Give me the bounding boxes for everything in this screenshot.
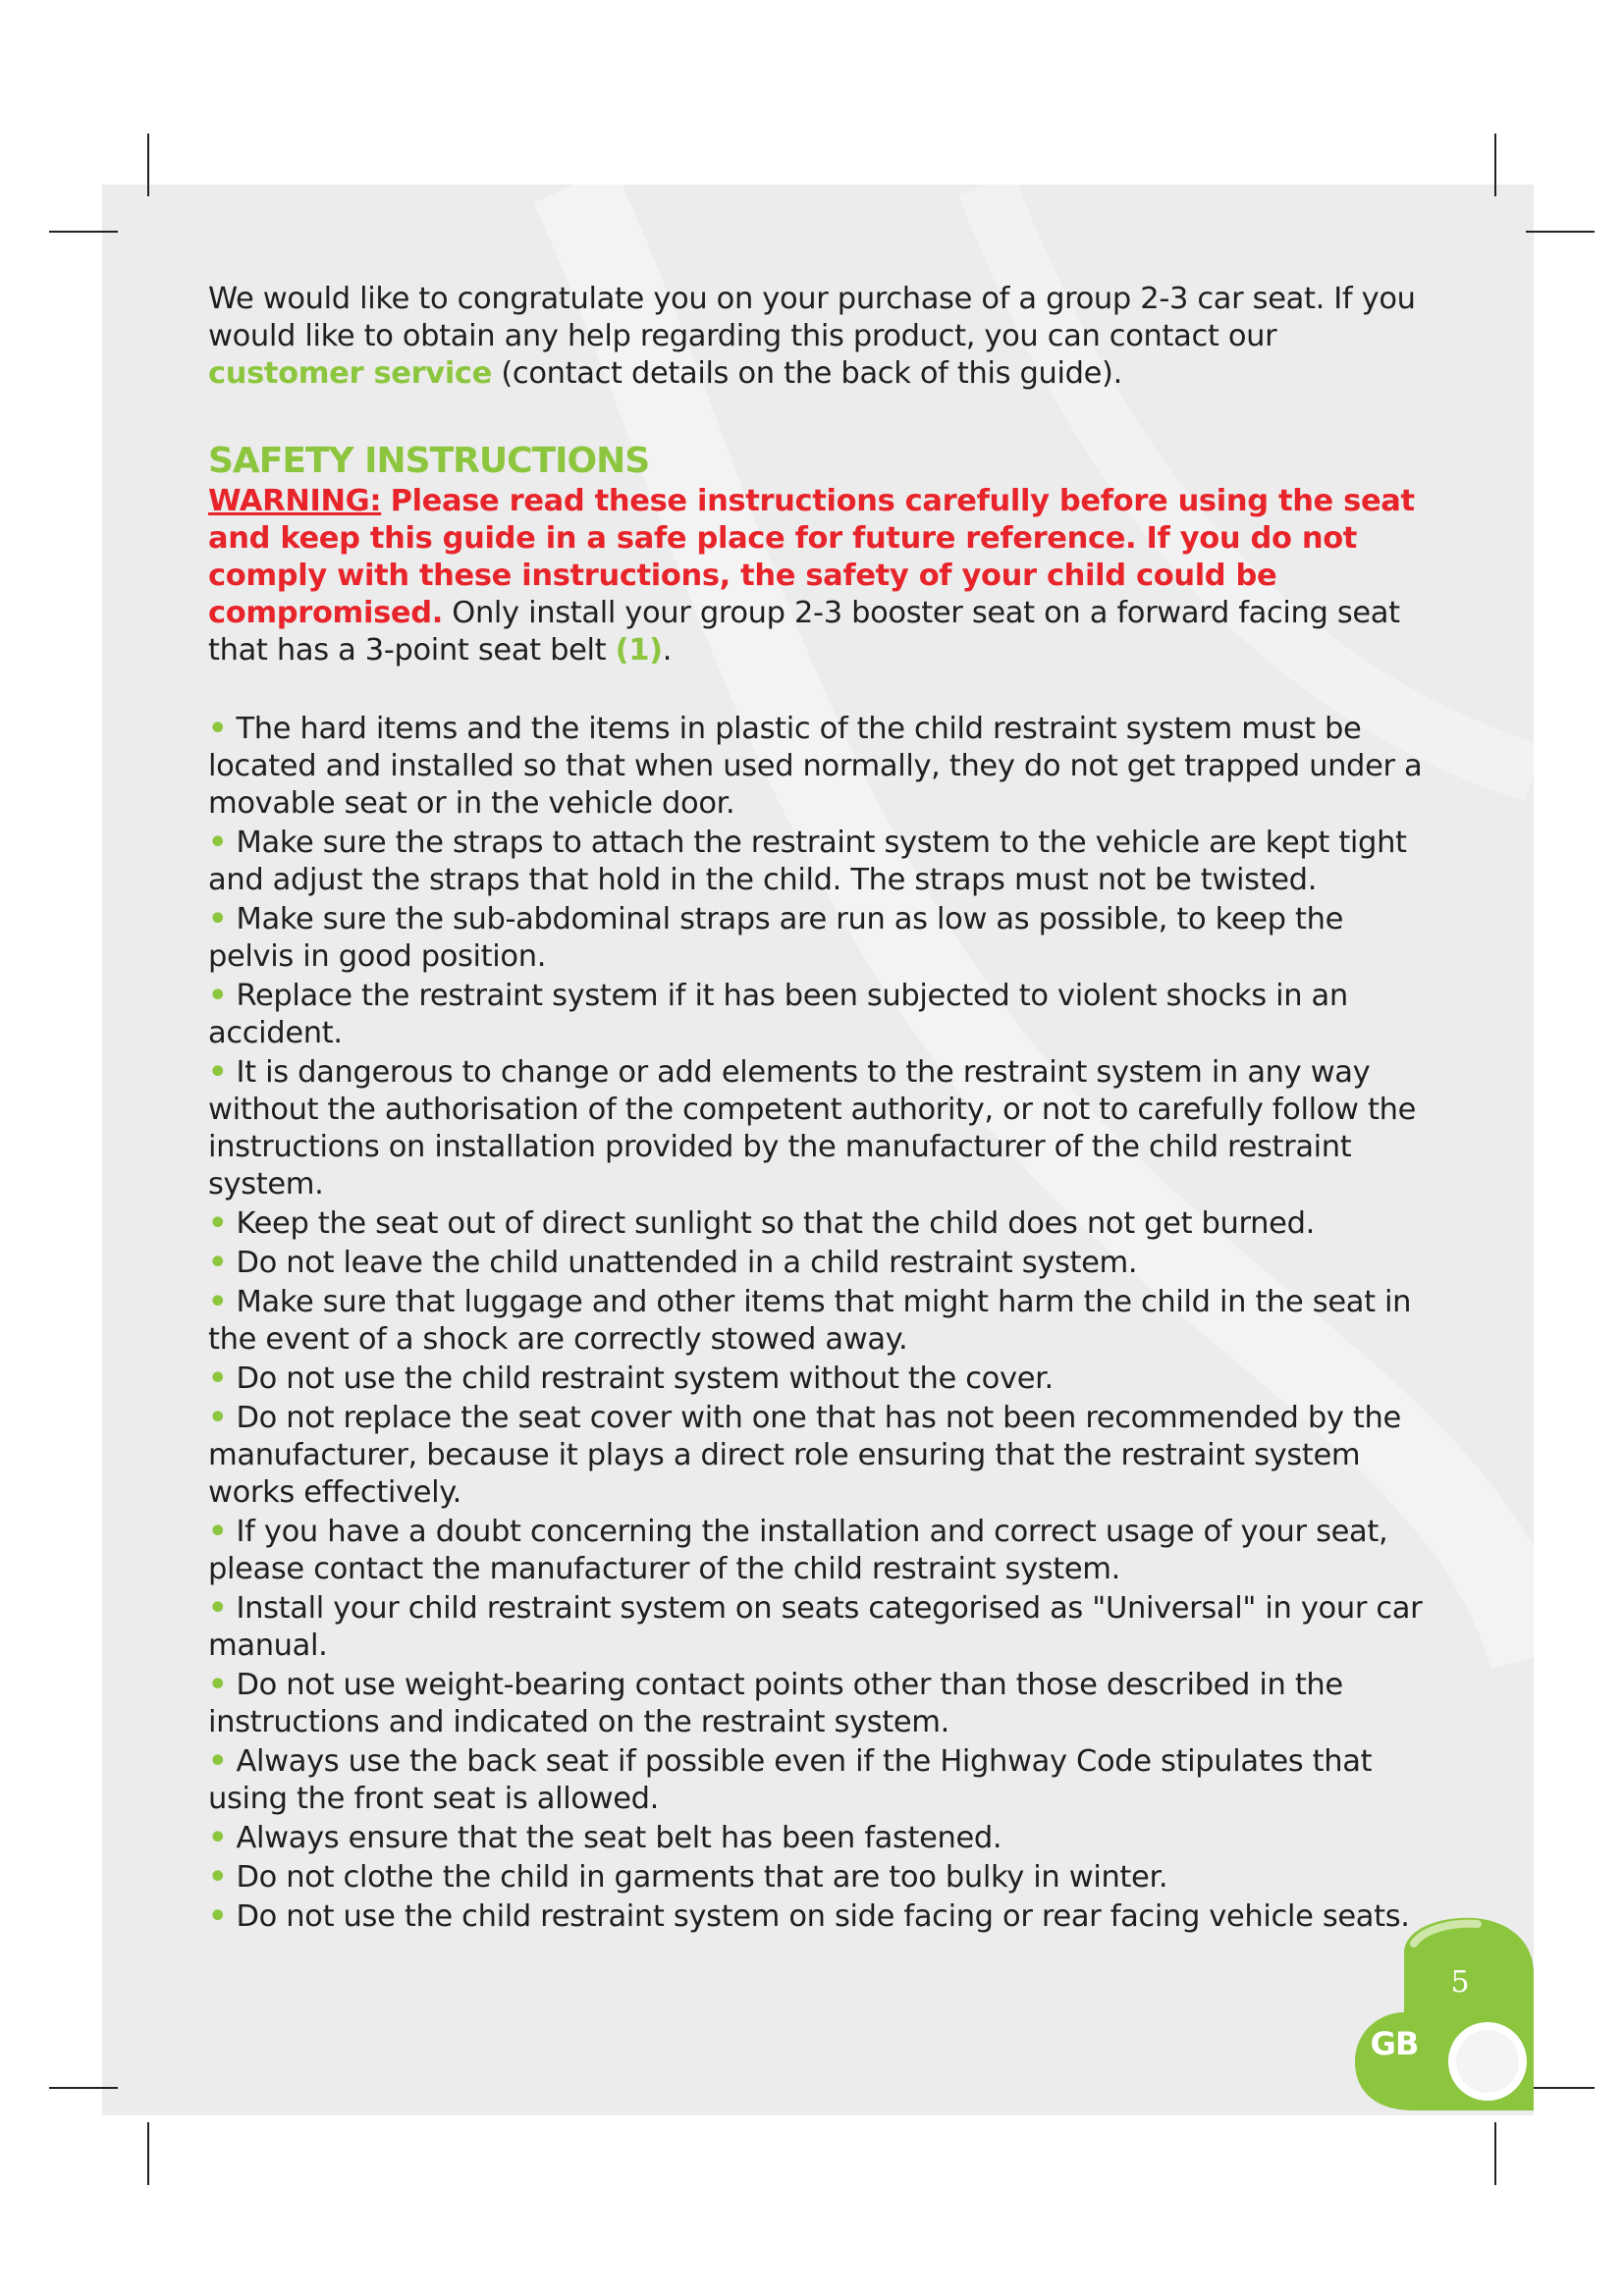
page-number: 5 xyxy=(1450,1965,1470,2000)
bullet-dot-icon: • xyxy=(208,1515,228,1549)
bullet-dot-icon: • xyxy=(208,1401,228,1435)
list-item: • Make sure the straps to attach the restraint system to the vehicle are kept tight and adjust the straps that hold in the child. The straps must not be twisted. xyxy=(208,826,1407,897)
bullet-dot-icon: • xyxy=(208,1860,228,1895)
list-item: • Keep the seat out of direct sunlight so that the child does not get burned. xyxy=(208,1206,1315,1241)
list-item: • Do not use weight-bearing contact points other than those described in the instructions and indicated on the restraint system. xyxy=(208,1668,1343,1739)
warning-label: WARNING: xyxy=(208,484,382,518)
install-text: Only install your group 2-3 booster seat on a forward facing seat that has a 3-point seat belt xyxy=(208,596,1400,667)
crop-mark-bottom-left-vertical xyxy=(147,2122,149,2185)
safety-instructions-heading: SAFETY INSTRUCTIONS xyxy=(208,441,650,481)
list-item: • Install your child restraint system on seats categorised as "Universal" in your car manual. xyxy=(208,1591,1423,1663)
list-item: • If you have a doubt concerning the installation and correct usage of your seat, please contact the manufacturer of the child restraint system. xyxy=(208,1515,1388,1586)
bullet-dot-icon: • xyxy=(208,1285,228,1319)
intro-paragraph xyxy=(208,281,1434,393)
list-item: • Always ensure that the seat belt has been fastened. xyxy=(208,1821,1002,1855)
bullet-dot-icon: • xyxy=(208,979,228,1013)
crop-mark-top-right-horizontal xyxy=(1526,231,1595,233)
list-item: • Do not leave the child unattended in a child restraint system. xyxy=(208,1246,1138,1280)
safety-bullet-list xyxy=(208,711,1434,1936)
list-item: • Replace the restraint system if it has been subjected to violent shocks in an accident. xyxy=(208,979,1348,1050)
intro-text: We would like to congratulate you on your purchase of a group 2-3 car seat. If you would like to obtain any help regarding this product, you can contact our xyxy=(208,282,1416,353)
bullet-dot-icon: • xyxy=(208,1362,228,1396)
list-item: • It is dangerous to change or add elements to the restraint system in any way without the authorisation of the competent authority, or not to carefully follow the instructions on installation provided by the manufacturer of the child restraint system. xyxy=(208,1055,1416,1201)
list-item: • Do not use the child restraint system on side facing or rear facing vehicle seats. xyxy=(208,1899,1410,1934)
warning-text: Please read these instructions carefully before using the seat and keep this guide in a safe place for future reference. If you do not comply with these instructions, the safety of your child could be compromised. xyxy=(208,484,1415,630)
bullet-dot-icon: • xyxy=(208,1744,228,1779)
list-item: • The hard items and the items in plastic of the child restraint system must be located and installed so that when used normally, they do not get trapped under a movable seat or in the vehicle door. xyxy=(208,712,1423,821)
list-item: • Do not clothe the child in garments that are too bulky in winter. xyxy=(208,1860,1168,1895)
list-item: • Do not replace the seat cover with one that has not been recommended by the manufacturer, because it plays a direct role ensuring that the restraint system works effectively. xyxy=(208,1401,1401,1510)
document-body xyxy=(208,281,1434,1938)
list-item: • Always use the back seat if possible even if the Highway Code stipulates that using the front seat is allowed. xyxy=(208,1744,1373,1816)
crop-mark-top-left-vertical xyxy=(147,133,149,196)
bullet-dot-icon: • xyxy=(208,1591,228,1626)
list-item: • Make sure that luggage and other items that might harm the child in the seat in the event of a shock are correctly stowed away. xyxy=(208,1285,1412,1357)
customer-service-link: customer service xyxy=(208,356,492,391)
language-code: GB xyxy=(1370,2025,1419,2062)
crop-mark-top-right-vertical xyxy=(1494,133,1496,196)
install-text-end: . xyxy=(662,633,673,667)
bullet-dot-icon: • xyxy=(208,1821,228,1855)
bullet-dot-icon: • xyxy=(208,1055,228,1090)
bullet-dot-icon: • xyxy=(208,1206,228,1241)
bullet-dot-icon: • xyxy=(208,1899,228,1934)
intro-text-end: (contact details on the back of this guide). xyxy=(501,356,1122,391)
warning-paragraph xyxy=(208,483,1434,669)
bullet-dot-icon: • xyxy=(208,826,228,860)
bullet-dot-icon: • xyxy=(208,902,228,936)
list-item: • Do not use the child restraint system without the cover. xyxy=(208,1362,1054,1396)
crop-mark-top-left-horizontal xyxy=(49,231,118,233)
list-item: • Make sure the sub-abdominal straps are run as low as possible, to keep the pelvis in good position. xyxy=(208,902,1344,974)
bullet-dot-icon: • xyxy=(208,1246,228,1280)
crop-mark-bottom-left-horizontal xyxy=(49,2087,118,2089)
page-badge-shape xyxy=(1345,1914,1534,2110)
crop-mark-bottom-right-vertical xyxy=(1494,2122,1496,2185)
bullet-dot-icon: • xyxy=(208,712,228,746)
crop-mark-bottom-right-horizontal xyxy=(1526,2087,1595,2089)
bullet-dot-icon: • xyxy=(208,1668,228,1702)
figure-reference: (1) xyxy=(615,633,663,667)
